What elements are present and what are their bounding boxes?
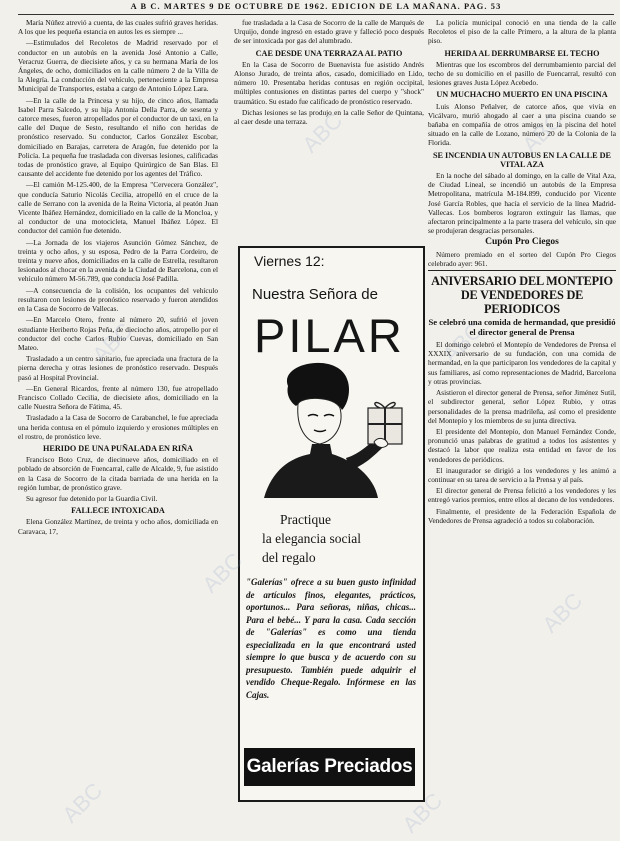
ad-slogan-line: la elegancia social [262, 531, 361, 546]
column-3 [428, 18, 616, 527]
article-paragraph: —En la calle de la Princesa y su hijo, de cinco años, llamada Isabel Parra Salcedo, y su hija Antonia Della Parra, de sesenta y catorce meses, fueron atropellados por el conductor de un taxi, en la calle del Duque de Sesto, resultando el niño con heridas de pronóstico reservado. Su conductor, Carlos González Escobar, domiciliado en Barajas, carretera de Aragón, fue detenido por la Policía. La pequeña fue trasladada con diversas lesiones, calificadas todas de pronóstico grave, al Equipo Quirúrgico de San Blas. El causante del accidente fue detenido por los agentes del Tráfico. [18, 95, 218, 179]
article-paragraph: —La Jornada de los viajeros Asunción Gómez Sánchez, de treinta y ocho años, y su esposa, Pedro de la Parra Cordeiro, de treinta y nueve años, domiciliados en la calle de Estrella, resultaron lesionados al chocar en la avenida de la Ciudad de Barcelona, con el vehículo número M-56.789, que conducía José Padilla. [18, 237, 218, 284]
headline-stab: HERIDO DE UNA PUÑALADA EN RIÑA [43, 443, 193, 453]
watermark: ABC [397, 787, 448, 838]
ad-slogan [262, 510, 417, 567]
article-paragraph: —El camión M-125.400, de la Empresa "Cervecera González", que conducía Saturio Nicolás Cecilia, atropelló en el cruce de la calle de Serrano con la avenida de la Reina Victoria, al peatón Juan Vicente Ibáñez Hernández, domiciliado en la calle de la Moncloa, y al conductor de una motocicleta, Manuel Ibáñez López. El conductor del camión fue detenido. [18, 180, 218, 236]
watermark: ABC [517, 107, 568, 158]
article-paragraph: Luis Alonso Peñalver, de catorce años, que vivía en Vicálvaro, murió ahogado al caer a una piscina cuando se bañaba en compañía de otros amigos en la piscina del hotel situado en la calle de Lozano, número 20 de la Colonia de la Florida. [428, 101, 616, 148]
article-paragraph: Finalmente, el presidente de la Federación Española de Vendedores de Prensa agradeció a todos su colaboración. [428, 506, 616, 525]
article-paragraph: —En Marcelo Otero, frente al número 20, sufrió el joven estudiante Heriberto Rojas Peña, de dieciocho años, atropello por el conductor del coche Carlos Rubio Cuevas, domiciliado en San Mateo. [18, 315, 218, 352]
article-paragraph: La policía municipal conoció en una tienda de la calle Recoletos el piso de la calle Primero, a la altura de la planta piso. [428, 18, 616, 46]
page-header: A B C. MARTES 9 DE OCTUBRE DE 1962. EDICION DE LA MAÑANA. PAG. 53 [18, 0, 614, 15]
watermark: ABC [87, 317, 138, 368]
headline-fall: CAE DESDE UNA TERRAZA AL PATIO [255, 48, 403, 58]
article-paragraph: Dichas lesiones se las produjo en la calle Señor de Quintana, al caer desde una terraza. [234, 107, 424, 127]
headline-intoxicated: FALLECE INTOXICADA [71, 506, 165, 516]
article-paragraph: El domingo celebró el Montepío de Vendedores de Prensa el XXXIX aniversario de su fundación, con una comida de hermandad, en la que participaron los vendedores de la capital y sus familiares, así como representaciones de Madrid, Barcelona y otras provincias. [428, 340, 616, 386]
article-paragraph: —En General Ricardos, frente al número 130, fue atropellado Francisco Collado Cecilia, de diecisiete años, domiciliado en la calle Nuestra Señora de Fátima, 45. [18, 383, 218, 412]
ad-day: Viernes 12: [254, 253, 325, 269]
ad-slogan-line: del regalo [262, 550, 316, 565]
subheadline-anniversary: Se celebró una comida de hermandad, que presidió el director general de Prensa [428, 317, 616, 338]
article-paragraph: Mientras que los escombros del derrumbamiento parcial del techo de su domicilio en el pasillo de Fuencarral, resultó con lesiones graves Justa López Acebedo. [428, 59, 616, 88]
watermark: ABC [57, 777, 108, 828]
ad-saint-line: Nuestra Señora de [252, 286, 378, 303]
article-paragraph: El presidente del Montepío, don Manuel Fernández Conde, pronunció unas palabras de gratitud a todos los asistentes y destacó la labor que realiza esta entidad en favor de los vendedores de periódicos. [428, 426, 616, 464]
ad-brand-logo: Galerías Preciados [244, 748, 415, 786]
watermark: ABC [537, 587, 588, 638]
article-paragraph: El inaugurador se dirigió a los vendedores y les animó a continuar en su tarea de servicio a la Prensa y al país. [428, 465, 616, 484]
article-paragraph: Número premiado en el sorteo del Cupón Pro Ciegos celebrado ayer: 961. [428, 249, 616, 268]
article-paragraph: Trasladado a la Casa de Socorro de Carabanchel, le fue apreciada una herida contusa en el pómulo izquierdo y erosiones múltiples en el rostro, de pronóstico leve. [18, 413, 218, 441]
article-paragraph: En la noche del sábado al domingo, en la calle de Vital Aza, de Ciudad Lineal, se incendió un autobús de la Empresa Metropolitana, matrícula M-184.899, conducido por Vicente José García Robles, que hacía el servicio de la línea Madrid-Vallecas. Los bomberos lograron extinguir las llamas, que afectaron principalmente a la parte trasera del vehículo, sin que se produjeran desgracias personales. [428, 171, 616, 236]
article-paragraph: Asistieron el director general de Prensa, señor Jiménez Sutil, el subdirector general, señor López Rubio, y otras personalidades de la prensa madrileña, así como el presidente del Montepío y los miembros de su junta directiva. [428, 388, 616, 425]
article-paragraph: El director general de Prensa felicitó a los vendedores y les entregó varios premios, entre ellos al decano de los vendedores. [428, 486, 616, 505]
advertisement-galerias [238, 246, 425, 802]
article-paragraph: Trasladado a un centro sanitario, fue apreciada una fractura de la pierna derecha y otras lesiones de pronóstico reservado. Después pasó al Hospital Provincial. [18, 354, 218, 382]
watermark: ABC [297, 107, 348, 158]
article-paragraph: fue trasladada a la Casa de Socorro de la calle de Marqués de Urquijo, donde ingresó en estado grave y falleció poco después de ser intoxicada por gas del alumbrado. [234, 18, 424, 46]
ad-pilar-title: PILAR [254, 309, 405, 362]
headline-bus-fire: SE INCENDIA UN AUTOBUS EN LA CALLE DE VITAL AZA [433, 150, 611, 169]
article-paragraph: María Núñez atrevió a cuenta, de las cuales sufrió graves heridas. A los que les pequeña estancia en autos les es siempre ... [18, 18, 218, 37]
headline-pool: UN MUCHACHO MUERTO EN UNA PISCINA [436, 90, 608, 100]
article-paragraph: Francisco Boto Cruz, de diecinueve años, domiciliado en el poblado de absorción de Fuencarral, calle de Alcalde, 9, fue asistido en la Casa de Socorro de la citada barriada de una herida en la región lumbar, de pronóstico grave. [18, 455, 218, 492]
ad-body-text: "Galerías" ofrece a su buen gusto infinidad de artículos finos, elegantes, prácticos, oportunos... Para señoras, niñas, chicas... Para el bebé... Y para la casa. Cada sección de "Galerías" es como una tienda especializada en la que encontrará usted siempre lo que busca y de acuerdo con su presupuesto. También puede adquirir el vendido Cheque-Regalo. Infórmese en las Cajas. [246, 577, 416, 700]
article-paragraph: Elena González Martínez, de treinta y ocho años, domiciliada en Caravaca, 17, [18, 517, 218, 536]
headline-coupon: Cupón Pro Ciegos [485, 237, 559, 248]
ad-slogan-line: Practique [280, 512, 331, 527]
column-2 [234, 18, 424, 128]
column-1 [18, 18, 218, 538]
watermark: ABC [197, 547, 248, 598]
headline-collapse: HERIDA AL DERRUMBARSE EL TECHO [444, 48, 600, 58]
article-paragraph: En la Casa de Socorro de Buenavista fue asistido Andrés Alonso Jurado, de treinta años, casado, domiciliado en Lido, número 10. Presentaba heridas contusas en región occipital, múltiples contusiones en distintas partes del cuerpo y "shock" traumático. Su estado fue calificado de pronóstico reservado. [234, 59, 424, 106]
article-paragraph: —A consecuencia de la colisión, los ocupantes del vehículo resultaron con lesiones de pronóstico reservado y fueron atendidos en la Casa de Socorro de Vallecas. [18, 285, 218, 314]
watermark: ABC [437, 317, 488, 368]
divider [428, 270, 616, 271]
headline-anniversary: ANIVERSARIO DEL MONTEPIO DE VENDEDORES DE PERIODICOS [431, 274, 613, 317]
woman-gift-illustration [250, 358, 415, 498]
article-paragraph: —Estimulados del Recoletos de Madrid reservado por el conductor en un autobús en la avenida José Antonio a Calle, Veracruz Guerra, de diecisiete años, y ca su hermana María de los Ángeles, de ocho, domiciliados en la calle número 2 de la Villa de la Alegría. La conducción del vehículo, perteneciente a la Empresa Municipal de Transportes, estaba a cargo de Antonio López Lara. [18, 38, 218, 94]
article-paragraph: Su agresor fue detenido por la Guardia Civil. [26, 493, 158, 503]
